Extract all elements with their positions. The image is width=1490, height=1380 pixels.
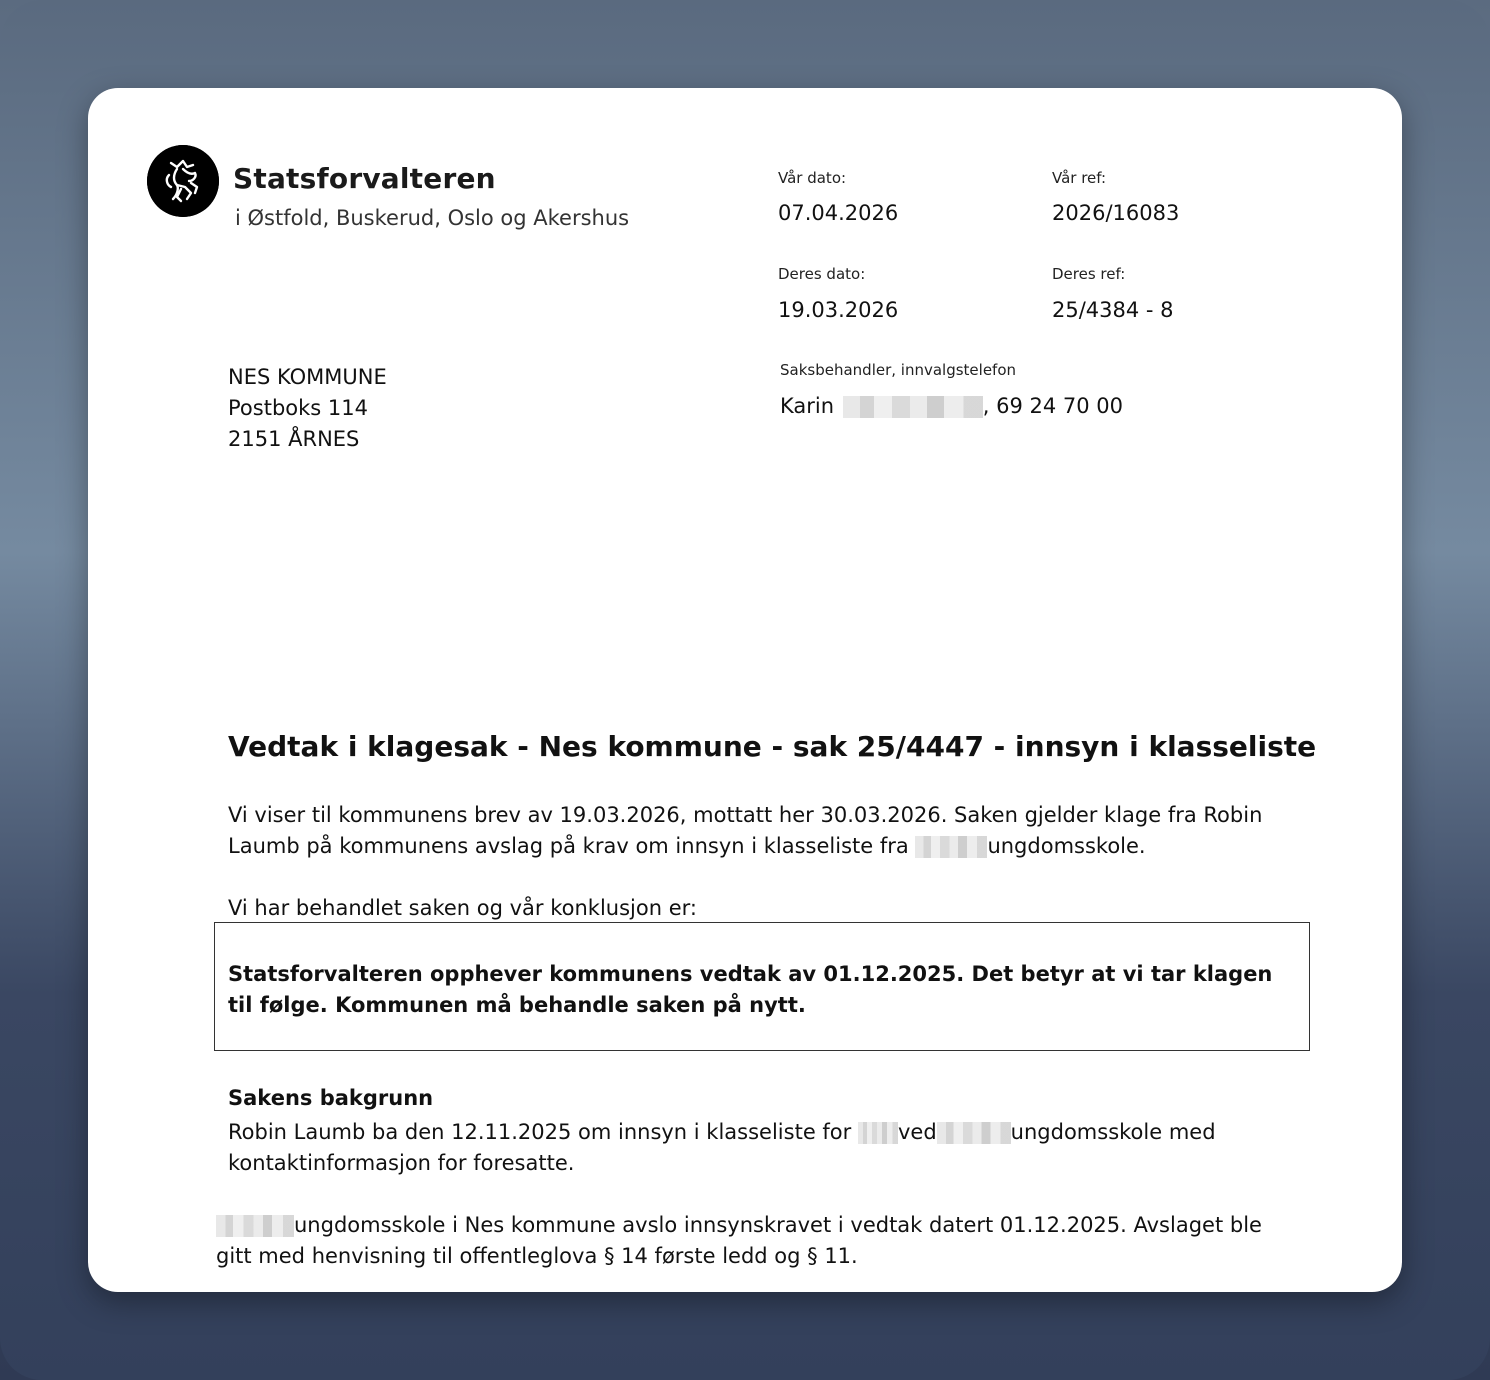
org-name: Statsforvalteren <box>233 162 496 195</box>
background-text-4: ungdomsskole i Nes kommune avslo innsynskravet i vedtak datert 01.12.2025. Avslaget ble gitt med henvisning til offentleglova § 14 første ledd og § 11. <box>216 1213 1262 1268</box>
redacted-surname <box>843 396 983 418</box>
org-subtitle: i Østfold, Buskerud, Oslo og Akershus <box>235 206 630 230</box>
letter-page <box>88 88 1402 1292</box>
redacted-school-name-3 <box>216 1215 294 1237</box>
handler-label: Saksbehandler, innvalgstelefon <box>780 361 1017 379</box>
intro-paragraph <box>228 800 1288 862</box>
handler-phone: , 69 24 70 00 <box>982 394 1124 418</box>
deres-dato-value: 19.03.2026 <box>778 298 899 322</box>
deres-ref-label: Deres ref: <box>1052 265 1126 283</box>
deres-ref-value: 25/4384 - 8 <box>1052 298 1174 322</box>
intro-text-2: ungdomsskole. <box>987 834 1146 858</box>
redacted-school-name <box>915 836 987 858</box>
var-dato-label: Vår dato: <box>778 169 847 187</box>
background-paragraph-2 <box>216 1210 1288 1272</box>
conclusion-text: Statsforvalteren opphever kommunens vedtak av 01.12.2025. Det betyr at vi tar klagen til følge. Kommunen må behandle saken på nytt. <box>228 962 1273 1017</box>
background-paragraph-1 <box>228 1117 1288 1179</box>
coat-of-arms-logo <box>147 145 219 217</box>
deres-dato-label: Deres dato: <box>778 265 866 283</box>
redacted-class <box>858 1122 898 1144</box>
intro-text-1: Vi viser til kommunens brev av 19.03.2026, mottatt her 30.03.2026. Saken gjelder klage fra Robin Laumb på kommunens avslag på krav om innsyn i klasseliste fra <box>228 803 1263 858</box>
conclusion-intro: Vi har behandlet saken og vår konklusjon er: <box>228 896 697 920</box>
var-ref-value: 2026/16083 <box>1052 201 1180 225</box>
handler-first-name: Karin <box>780 394 835 418</box>
recipient-address <box>228 362 387 455</box>
recipient-line-1: NES KOMMUNE <box>228 365 387 389</box>
letter-title: Vedtak i klagesak - Nes kommune - sak 25/4447 - innsyn i klasseliste <box>228 730 1317 763</box>
var-ref-label: Vår ref: <box>1052 169 1107 187</box>
background-text-2: ved <box>897 1120 937 1144</box>
var-dato-value: 07.04.2026 <box>778 201 899 225</box>
redacted-school-name-2 <box>937 1122 1011 1144</box>
recipient-line-2: Postboks 114 <box>228 396 368 420</box>
recipient-line-3: 2151 ÅRNES <box>228 427 360 451</box>
section-heading: Sakens bakgrunn <box>228 1086 434 1110</box>
background-text-3: ungdomsskole med kontaktinformasjon for foresatte. <box>228 1120 1216 1175</box>
handler-contact <box>780 394 1123 418</box>
background-text-1: Robin Laumb ba den 12.11.2025 om innsyn i klasseliste for <box>228 1120 852 1144</box>
